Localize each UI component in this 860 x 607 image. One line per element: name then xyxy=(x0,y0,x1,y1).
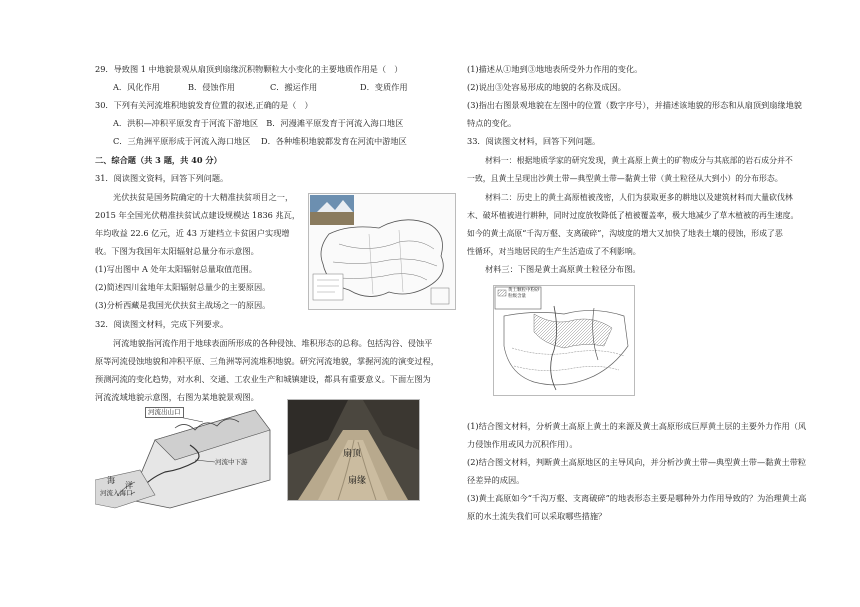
q30-options-ab: A．洪积—冲积平原发育于河流下游地区 B．河漫滩平原发育于河流入海口地区 xyxy=(113,118,404,128)
q32-para-line: 预测河流的变化趋势，对水利、交通、工农业生产和城镇建设，都具有重要意义。下面左图为 xyxy=(95,374,431,384)
q33-sub3-cont: 原的水土流失我们可以采取哪些措施？ xyxy=(467,511,607,521)
label-river-estuary: 河流入海口 xyxy=(100,489,133,497)
label-river-mouth-mountain: 河流出山口 xyxy=(145,407,184,418)
q31-para-line: 2015 年全国光伏精准扶贫试点建设规模达 1836 兆瓦， xyxy=(95,210,301,220)
material-2-line: 性循环，对当地居民的生产生活造成了不利影响。 xyxy=(467,247,641,256)
q31-sub2: (2)简述四川盆地年太阳辐射总量少的主要原因。 xyxy=(95,282,271,292)
solar-radiation-map xyxy=(308,193,456,310)
q29-option-d: D．变质作用 xyxy=(360,82,408,92)
section-heading: 二、综合题（共 3 题，共 40 分） xyxy=(95,155,222,165)
q29-stem: 29．导致图 1 中地貌景观从扇顶到扇缘沉积物颗粒大小变化的主要地质作用是（ ） xyxy=(95,64,403,74)
q30-options-cd: C．三角洲平原形成于河流入海口地区 D．各种堆积地貌都发育在河流中游地区 xyxy=(113,136,407,146)
map-legend-line: 粒级含量 xyxy=(508,294,526,299)
q32-para-line: 河流地貌指河流作用于地球表面所形成的各种侵蚀、堆积形态的总称。包括沟谷、侵蚀平 xyxy=(113,338,433,348)
material-1-line: 一致，且黄土呈现出沙黄土带—典型黄土带—黏黄土带（黄土粒径从大到小）的分布形态。 xyxy=(467,174,783,183)
q31-title: 31．阅读图文资料，回答下列问题。 xyxy=(95,173,229,183)
label-ocean: 洋 xyxy=(125,481,133,490)
q32-title: 32．阅读图文材料，完成下列要求。 xyxy=(95,319,229,329)
q32-sub2: (2)说出③处容易形成的地貌的名称及成因。 xyxy=(467,82,626,92)
q31-sub3: (3)分析西藏是我国光伏扶贫主战场之一的原因。 xyxy=(95,300,271,310)
q30-stem: 30．下列有关河流堆积地貌发育位置的叙述,正确的是（ ） xyxy=(95,100,313,110)
q32-sub3: (3)指出右图景观地貌在左图中的位置（数字序号），并描述该地貌的形态和从扇顶到扇缘地貌 xyxy=(467,100,802,110)
q29-option-a: A．风化作用 xyxy=(113,82,160,92)
material-3: 材料三：下图是黄土高原黄土粒径分布图。 xyxy=(485,264,641,274)
q33-sub1-cont: 力侵蚀作用或风力沉积作用）。 xyxy=(467,439,578,449)
q31-sub1: (1)写出图中 A 处年太阳辐射总量取值范围。 xyxy=(95,264,257,274)
q33-sub3: (3)黄土高原如今“千沟万壑、支离破碎”的地表形态主要是哪种外力作用导致的？为治理黄土高 xyxy=(467,493,807,503)
label-fan-apex: 扇顶 xyxy=(343,449,362,459)
q32-para-line: 河流流域地貌示意图，右图为某地貌景观图。 xyxy=(95,392,259,402)
q33-sub2-cont: 径差异的成因。 xyxy=(467,475,525,485)
q29-option-c: C．搬运作用 xyxy=(270,82,318,92)
q29-options xyxy=(113,82,408,93)
map-legend-line: 黄土颗粒中粉砂 xyxy=(508,288,540,293)
q33-sub1: (1)结合图文材料，分析黄土高原上黄土的来源及黄土高原形成巨厚黄土层的主要外力作用（风 xyxy=(467,421,807,431)
q33-title: 33．阅读图文材料，回答下列问题。 xyxy=(467,136,601,146)
label-river-midlower: 河流中下游 xyxy=(215,458,248,466)
q31-para-line: 收。下图为我国年太阳辐射总量分布示意图。 xyxy=(95,246,259,256)
q31-para-line: 光伏扶贫是国务院确定的十大精准扶贫项目之一， xyxy=(113,192,294,202)
material-2-line: 木、破坏植被进行耕种，同时过度放牧降低了植被覆盖率，极大地减少了草木植被的再生速度。 xyxy=(467,211,799,220)
material-2-line: 如今的黄土高原“千沟万壑、支离破碎”，沟坡度的增大又加快了地表土壤的侵蚀，形成了恶 xyxy=(467,229,783,238)
q31-para-line: 年均收益 22.6 亿元，近 43 万建档立卡贫困户实现增 xyxy=(95,228,290,238)
material-2-line: 材料二：历史上的黄土高原植被茂密，人们为获取更多的耕地以及建筑材料而大量砍伐林 xyxy=(485,193,793,202)
q29-option-b: B．侵蚀作用 xyxy=(188,82,235,92)
river-landform-diagram xyxy=(95,400,275,510)
material-1-line: 材料一：根据地质学家的研究发现，黄土高原上黄土的矿物成分与其底部的岩石成分并不 xyxy=(485,156,793,165)
alluvial-fan-photo xyxy=(287,399,420,501)
q32-sub1: (1)描述从①地到③地地表所受外力作用的变化。 xyxy=(467,64,643,74)
q32-sub3-cont: 特点的变化。 xyxy=(467,118,517,128)
q33-sub2: (2)结合图文材料，判断黄土高原地区的主导风向，并分析沙黄土带—典型黄土带—黏黄土带粒 xyxy=(467,457,807,467)
q32-para-line: 原等河流侵蚀地貌和冲积平原、三角洲等河流堆积地貌。研究河流地貌，掌握河流的演变过程， xyxy=(95,356,439,366)
loess-grain-size-map xyxy=(493,285,635,396)
label-sea: 海 xyxy=(107,476,115,485)
label-fan-edge: 扇缘 xyxy=(348,476,367,486)
